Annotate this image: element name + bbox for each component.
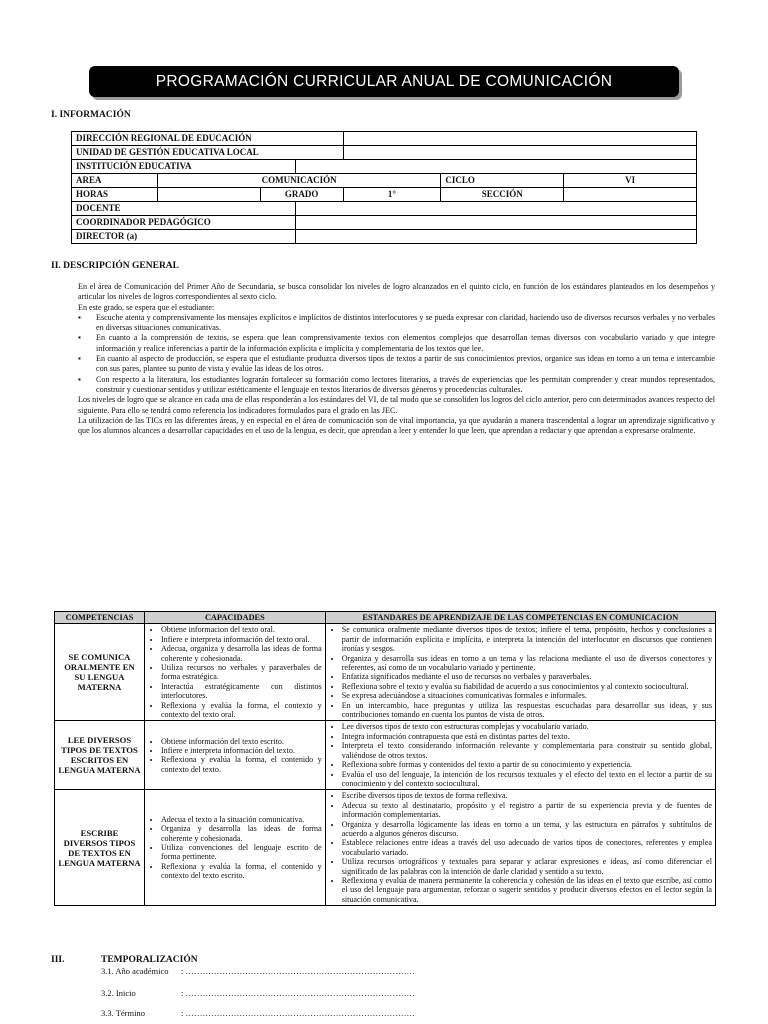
page-title: PROGRAMACIÓN CURRICULAR ANUAL DE COMUNICACIÓN <box>89 66 679 97</box>
info-row-coordinador <box>72 216 697 230</box>
description-paragraph: La utilización de las TICs en las diferentes áreas, y en especial en el área de comunicación son de vital importancia, ya que ayudarán a manera trascendental a lograr un aprendizaje significativo y que los alumnos alcances a desarrollar capacidades en el uso de la lengua, es decir, que aprendan a leer y entender lo que leen, que aprendan a redactar y que aprendan a expresarse oralmente. <box>78 415 715 436</box>
section-temporalizacion-number: III. <box>51 955 65 965</box>
estandar-item: • Adecua su texto al destinatario, propósito y el registro a partir de su experiencia previa y de fuentes de información complementarias. <box>342 801 712 820</box>
info-row-horas <box>72 188 697 202</box>
description-body <box>78 282 715 436</box>
competencia-name: LEE DIVERSOS TIPOS DE TEXTOS ESCRITOS EN LENGUA MATERNA <box>55 721 145 790</box>
bullet-text: Escuche atenta y comprensivamente los mensajes explícitos e implícitos de distintos interlocutores y se pueda expresar con claridad, haciendo uso de diversos recursos verbales y no verbales en diversas situaciones comunicativas. <box>96 312 715 333</box>
temporalizacion-value: : ……………………………………………………………………… <box>181 966 415 976</box>
estandar-item: • Utiliza recursos ortográficos y textuales para separar y aclarar expresiones e ideas, así como diferenciar el significado de las palabras con la intención de darle claridad y sentido a su texto. <box>342 857 712 876</box>
area-value: COMUNICACIÓN <box>157 174 441 188</box>
header-competencias: COMPETENCIAS <box>55 612 145 624</box>
capacidad-item: • Utiliza recursos no verbales y paraverbales de forma estratégica. <box>161 663 322 682</box>
temporalizacion-value: : ……………………………………………………………………… <box>181 988 415 998</box>
estandares-cell <box>325 624 715 721</box>
estandar-item: • Lee diversos tipos de texto con estructuras complejas y vocabulario variado. <box>342 722 712 731</box>
section-descripcion-heading: II. DESCRIPCIÓN GENERAL <box>51 261 180 271</box>
info-row-ugel <box>72 146 697 160</box>
estandar-item: • Se expresa adecuándose a situaciones comunicativas formales e informales. <box>342 691 712 700</box>
competencias-header-row <box>55 612 716 624</box>
temporalizacion-label: 3.1. Año académico <box>101 966 169 976</box>
bullet-marker: ▪ <box>78 354 81 364</box>
temporalizacion-label: 3.2. Inicio <box>101 988 136 998</box>
horas-label: HORAS <box>72 188 158 202</box>
info-row-dre <box>72 132 697 146</box>
competencia-row-lee <box>55 721 716 790</box>
info-row-director <box>72 230 697 244</box>
bullet-marker: ▪ <box>78 333 81 343</box>
description-paragraph: En este grado, se espera que el estudiante: <box>78 302 215 312</box>
temporalizacion-row <box>101 988 415 998</box>
bullet-marker: ▪ <box>78 374 81 384</box>
docente-label: DOCENTE <box>72 202 296 216</box>
capacidad-item: • Reflexiona y evalúa la forma, el contenido y contexto del texto. <box>161 755 322 774</box>
estandares-cell <box>325 721 715 790</box>
info-row-area <box>72 174 697 188</box>
area-label: AREA <box>72 174 158 188</box>
info-row-ie <box>72 160 697 174</box>
estandar-item: • Evalúa el uso del lenguaje, la intención de los recursos textuales y el efecto del texto en el lector a partir de su conocimiento y del contexto sociocultural. <box>342 770 712 789</box>
ciclo-value: VI <box>564 174 697 188</box>
capacidad-item: • Reflexiona y evalúa la forma, el contexto y contexto del texto oral. <box>161 701 322 720</box>
bullet-text: Con respecto a la literatura, los estudiantes lograrán fortalecer su formación como lectores literarios, a través de experiencias que les permitan comprender y crear mundos representados, construir y cuestionar sentidos y utilizar estéticamente el lenguaje en textos literarios de diversos géneros y procedencias culturales. <box>96 374 715 394</box>
grado-label: GRADO <box>260 188 343 202</box>
capacidad-item: • Infiere e interpreta información del texto oral. <box>161 635 322 644</box>
capacidad-item: • Obtiene información del texto escrito. <box>161 737 322 746</box>
estandar-item: • Reflexiona y evalúa de manera permanente la coherencia y cohesión de las ideas en el texto que escribe, así como el uso del lenguaje para argumentar, reforzar o sugerir sentidos y producir diversos efectos en el lector según la situación comunicativa. <box>342 876 712 904</box>
docente-value-cell <box>295 202 696 216</box>
estandares-cell <box>325 790 715 906</box>
temporalizacion-label: 3.3. Término <box>101 1008 145 1018</box>
ugel-label: UNIDAD DE GESTIÓN EDUCATIVA LOCAL <box>72 146 344 160</box>
capacidad-item: • Interactúa estratégicamente con distintos interlocutores. <box>161 682 322 701</box>
estandar-item: • Escribe diversos tipos de textos de forma reflexiva. <box>342 791 712 800</box>
estandar-item: • Se comunica oralmente mediante diversos tipos de textos; infiere el tema, propósito, hechos y conclusiones a partir de información explícita e implícita, e interpreta la intención del interlocutor en discursos que contienen ironías y sesgos. <box>342 625 712 653</box>
coordinador-label: COORDINADOR PEDAGÓGICO <box>72 216 296 230</box>
header-estandares: ESTANDARES DE APRENDIZAJE DE LAS COMPETENCIAS EN COMUNICACION <box>325 612 715 624</box>
seccion-label: SECCIÓN <box>441 188 564 202</box>
bullet-text: En cuanto al aspecto de producción, se espera que el estudiante produzca diversos tipos de textos a partir de sus conocimientos previos, organice sus ideas en torno a un tema e intercambie con sus pares, plantee su punto de vista y evalúe las ideas de los otros. <box>96 354 715 374</box>
capacidad-item: • Infiere e interpreta información del texto. <box>161 746 322 755</box>
capacidad-item: • Obtiene informacion del texto oral. <box>161 625 322 634</box>
temporalizacion-row <box>101 1008 415 1018</box>
bullet-text: En cuanto a la comprensión de textos, se espera que lean comprensivamente textos con elementos complejos que desarrollan temas diversos con vocabulario variado y que integre información y realice inferencias a partir de la información explícita e implícita y complementaria de los textos que lee. <box>96 333 715 353</box>
grado-value: 1° <box>343 188 441 202</box>
coordinador-value-cell <box>295 216 696 230</box>
competencia-name: ESCRIBE DIVERSOS TIPOS DE TEXTOS EN LENGUA MATERNA <box>55 790 145 906</box>
description-bullet <box>78 333 715 354</box>
ie-label: INSTITUCIÓN EDUCATIVA <box>72 160 296 174</box>
estandar-item: • Establece relaciones entre ideas a través del uso adecuado de varios tipos de conectores, referentes y emplea vocabulario variado. <box>342 838 712 857</box>
estandar-item: • Reflexiona sobre el texto y evalúa su fiabilidad de acuerdo a sus conocimientos y al contexto sociocultural. <box>342 682 712 691</box>
capacidad-item: • Adecua el texto a la situación comunicativa. <box>161 815 322 824</box>
description-bullet <box>78 313 715 334</box>
estandar-item: • Interpreta el texto considerando información relevante y complementaria para construir su sentido global, valiéndose de otros textos. <box>342 741 712 760</box>
estandar-item: • Integra información contrapuesta que está en distintas partes del texto. <box>342 732 712 741</box>
bullet-marker: ▪ <box>78 312 81 322</box>
temporalizacion-value: : ……………………………………………………………………… <box>181 1008 415 1018</box>
capacidad-item: • Reflexiona y evalúa la forma, el contenido y contexto del texto escrito. <box>161 862 322 881</box>
section-temporalizacion-heading: TEMPORALIZACIÓN <box>101 955 198 965</box>
seccion-value-cell <box>564 188 697 202</box>
competencia-row-oral <box>55 624 716 721</box>
capacidad-item: • Adecua, organiza y desarrolla las ideas de forma coherente y cohesionada. <box>161 644 322 663</box>
estandar-item: • Enfatiza significados mediante el uso de recursos no verbales y paraverbales. <box>342 672 712 681</box>
director-value-cell <box>295 230 696 244</box>
description-paragraph: Los niveles de logro que se alcance en cada una de ellas responderán a los estándares del VI, de tal modo que se consoliden los logros del ciclo anterior, pero con determinados avances respecto del siguiente. Para ello se tendrá como referencia los indicadores formulados para el grado en las JEC. <box>78 395 715 415</box>
competencia-name: SE COMUNICA ORALMENTE EN SU LENGUA MATERNA <box>55 624 145 721</box>
description-bullet <box>78 354 715 375</box>
ie-value-cell <box>295 160 696 174</box>
estandar-item: • En un intercambio, hace preguntas y utiliza las respuestas escuchadas para desarrollar sus ideas, y sus contribuciones tomando en cuenta los puntos de vista de otros. <box>342 701 712 720</box>
header-capacidades: CAPACIDADES <box>144 612 325 624</box>
capacidades-cell <box>144 790 325 906</box>
description-paragraph: En el área de Comunicación del Primer Año de Secundaria, se busca consolidar los niveles de logro alcanzados en el quinto ciclo, en función de los estándares planteados en los desempeños y articular los niveles de logros correspondientes al sexto ciclo. <box>78 282 715 302</box>
ciclo-label: CICLO <box>441 174 564 188</box>
info-table <box>71 131 697 244</box>
capacidad-item: • Organiza y desarrolla las ideas de forma coherente y cohesionada. <box>161 824 322 843</box>
info-row-docente <box>72 202 697 216</box>
competencias-table <box>54 611 716 906</box>
dre-label: DIRECCIÓN REGIONAL DE EDUCACIÓN <box>72 132 344 146</box>
section-informacion-heading: I. INFORMACIÓN <box>51 110 131 120</box>
capacidades-cell <box>144 721 325 790</box>
description-bullet <box>78 375 715 396</box>
temporalizacion-row <box>101 966 415 976</box>
dre-value-cell <box>343 132 696 146</box>
capacidad-item: • Utiliza convenciones del lenguaje escrito de forma pertinente. <box>161 843 322 862</box>
ugel-value-cell <box>343 146 696 160</box>
estandar-item: • Reflexiona sobre formas y contenidos del texto a partir de su conocimiento y experiencia. <box>342 760 712 769</box>
director-label: DIRECTOR (a) <box>72 230 296 244</box>
estandar-item: • Organiza y desarrolla sus ideas en torno a un tema y las relaciona mediante el uso de diversos conectores y referentes, así como de un vocabulario variado y pertinente. <box>342 654 712 673</box>
estandar-item: • Organiza y desarrolla lógicamente las ideas en torno a un tema, y las estructura en párrafos y subtítulos de acuerdo a algunos géneros discurso. <box>342 820 712 839</box>
capacidades-cell <box>144 624 325 721</box>
horas-value-cell <box>157 188 260 202</box>
competencia-row-escribe <box>55 790 716 906</box>
